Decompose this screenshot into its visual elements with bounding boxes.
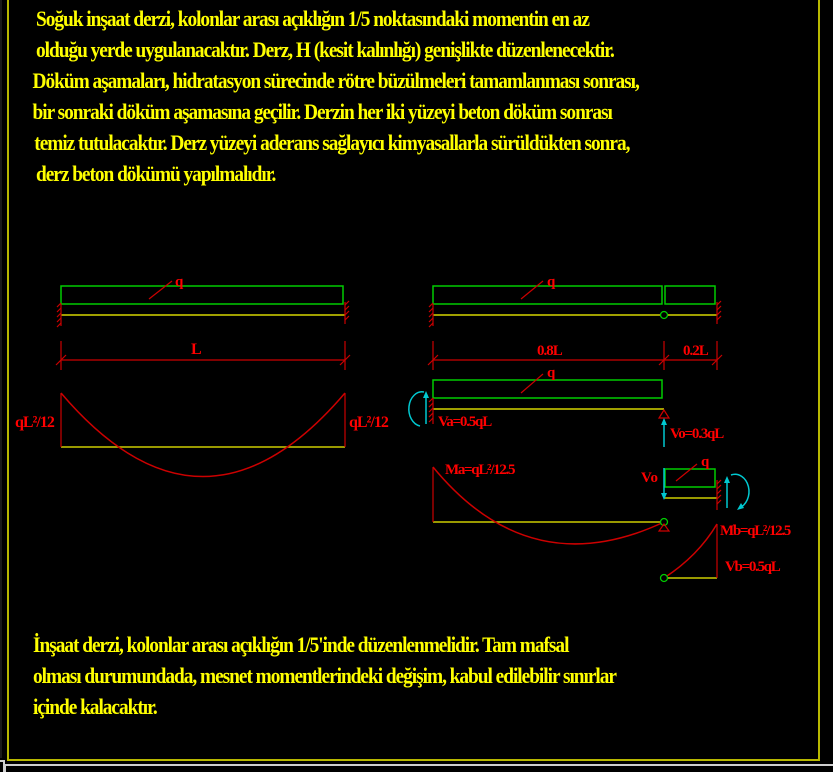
sub-load-box bbox=[433, 380, 662, 398]
moment-right-label: qL²/12 bbox=[349, 414, 388, 431]
fixed-support-right-icon bbox=[345, 301, 349, 324]
load-label: q bbox=[175, 274, 184, 290]
moment-curve-a bbox=[433, 467, 664, 544]
span-right-label: 0.2L bbox=[683, 343, 708, 359]
hinge-icon bbox=[661, 312, 668, 319]
hinge-icon bbox=[661, 575, 668, 582]
distributed-load-box bbox=[61, 286, 343, 304]
load-label: q bbox=[547, 274, 556, 290]
moment-b-label: Mb=qL²/12.5 bbox=[720, 523, 791, 539]
cantilever-load-label: q bbox=[701, 454, 710, 470]
text-line: bir sonraki döküm aşamasına geçilir. Derzin her iki yüzeyi beton döküm sonrası bbox=[32, 99, 612, 124]
moment-left-label: qL²/12 bbox=[15, 414, 54, 431]
text-line: İnşaat derzi, kolonlar arası açıklığın 1/5'inde düzenlenmelidir. Tam mafsal bbox=[33, 632, 569, 657]
moment-curve bbox=[61, 393, 345, 477]
text-line: derz beton dökümü yapılmalıdır. bbox=[36, 161, 276, 186]
span-dimension bbox=[56, 341, 350, 370]
fixed-support-left-icon bbox=[57, 303, 61, 327]
text-line: Döküm aşamaları, hidratasyon sürecinde rötre büzülmeleri tamamlanması sonrası, bbox=[32, 68, 639, 93]
moment-arrow-a-icon bbox=[409, 392, 424, 426]
span-left-label: 0.8L bbox=[537, 343, 562, 359]
span-label: L bbox=[191, 341, 202, 358]
distributed-load-box-short bbox=[665, 286, 715, 304]
cantilever-shear-label: Vo bbox=[641, 470, 658, 486]
text-line: içinde kalacaktır. bbox=[33, 694, 157, 719]
moment-arrow-b-icon bbox=[731, 474, 749, 508]
right-beam-diagram bbox=[409, 274, 791, 582]
moment-a-label: Ma=qL²/12.5 bbox=[445, 462, 515, 478]
left-beam-diagram bbox=[15, 274, 389, 477]
reaction-b-label: Vb=0.5qL bbox=[725, 559, 780, 575]
span-dimensions bbox=[428, 341, 722, 370]
reaction-a-label: Va=0.5qL bbox=[438, 414, 492, 430]
text-line: temiz tutulacaktır. Derz yüzeyi aderans sağlayıcı kimyasallarla sürüldükten sonra, bbox=[34, 130, 630, 155]
reaction-o-label: Vo=0.3qL bbox=[670, 426, 724, 442]
moment-curve-b bbox=[664, 524, 717, 578]
cantilever-load-box bbox=[665, 469, 715, 487]
sub-load-label: q bbox=[547, 365, 556, 381]
fixed-support-right-icon bbox=[717, 301, 721, 324]
text-line: olduğu yerde uygulanacaktır. Derz, H (kesit kalınlığı) genişlikte düzenlenecektir. bbox=[36, 37, 614, 62]
text-line: olması durumundada, mesnet momentlerindeki değişim, kabul edilebilir sınırlar bbox=[33, 663, 616, 688]
text-line: Soğuk inşaat derzi, kolonlar arası açıklığın 1/5 noktasındaki momentin en az bbox=[36, 6, 589, 31]
fixed-support-left-icon bbox=[429, 303, 433, 327]
pin-support-icon bbox=[659, 410, 669, 418]
cantilever-fixed-support-icon bbox=[717, 480, 721, 510]
load-leader bbox=[149, 281, 172, 299]
sub-fixed-support-icon bbox=[429, 398, 433, 424]
